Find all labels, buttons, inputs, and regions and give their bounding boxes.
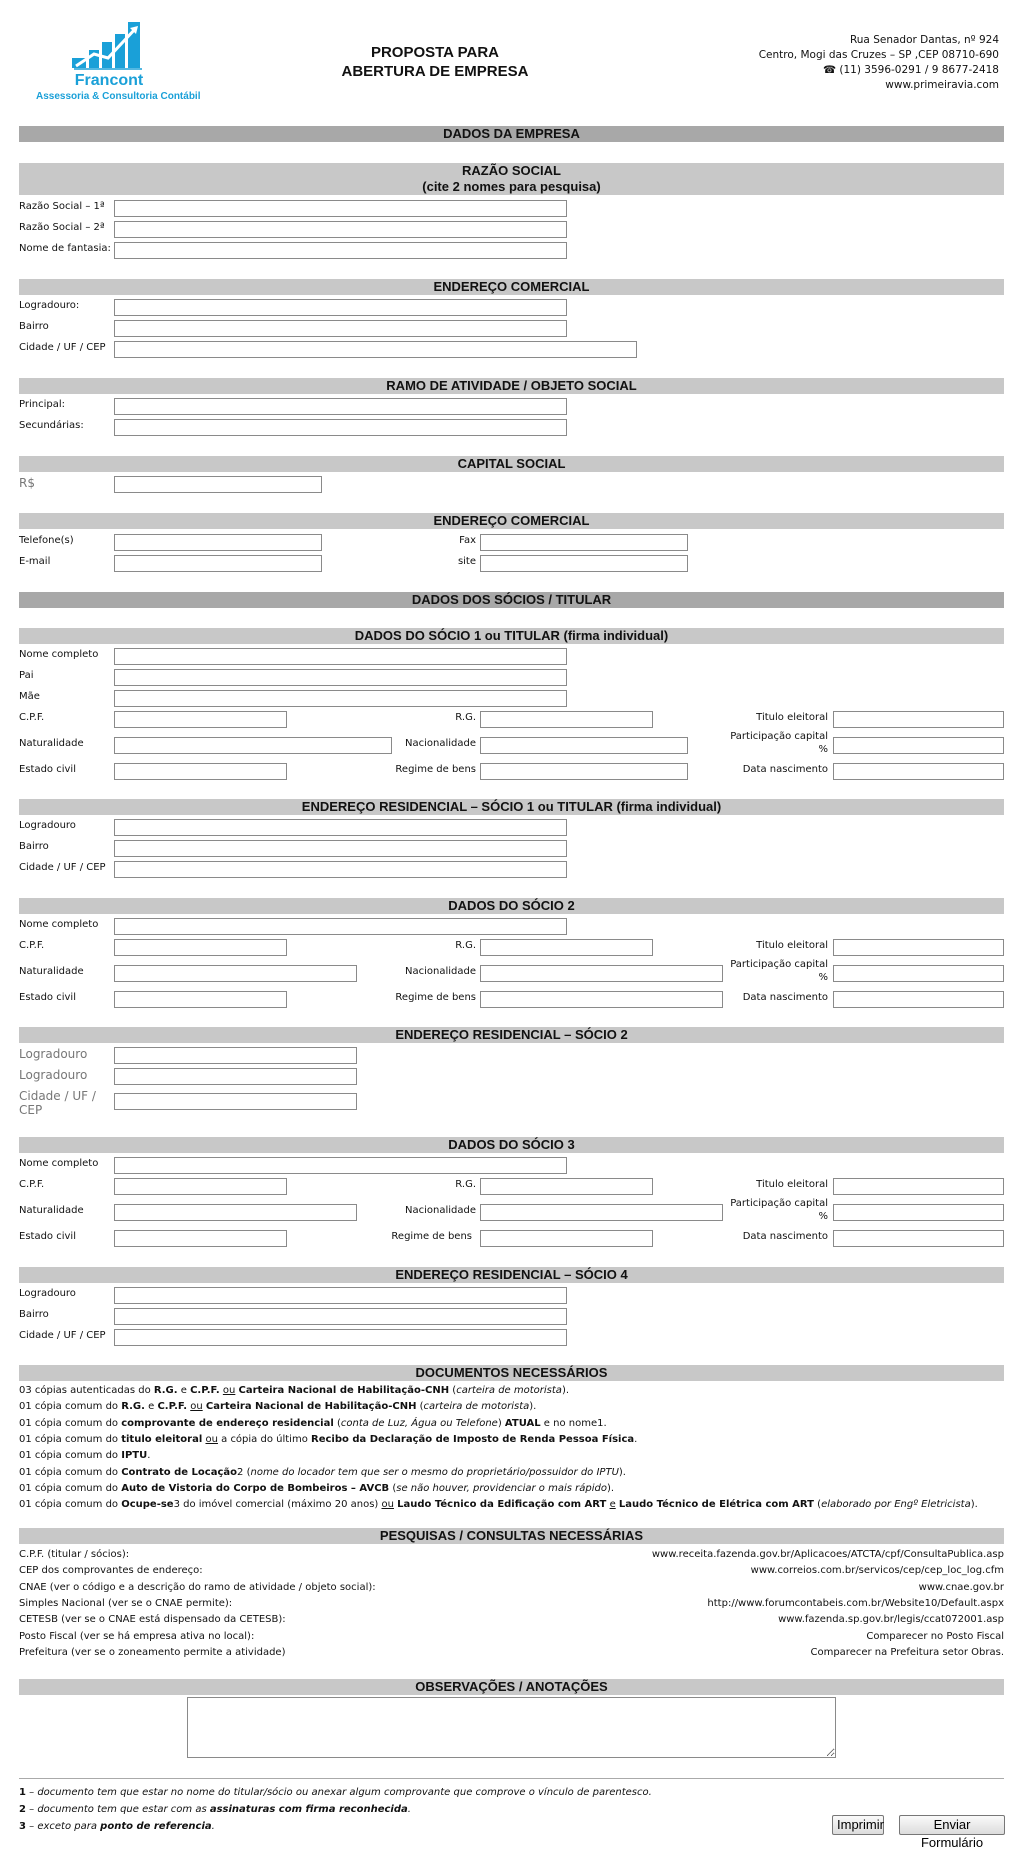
section-socio1: DADOS DO SÓCIO 1 ou TITULAR (firma individual) [19, 628, 1004, 644]
socio3-participacao-input[interactable] [833, 1204, 1004, 1221]
fax-label: Fax [459, 535, 476, 546]
socio3-participacao-label [720, 1197, 828, 1223]
socio2-cidade-input[interactable] [114, 1093, 357, 1110]
section-dados-empresa: DADOS DA EMPRESA [19, 126, 1004, 142]
socio1-nacionalidade-input[interactable] [480, 737, 688, 754]
socio4-cidade-label: Cidade / UF / CEP [19, 1330, 106, 1341]
socio4-bairro-label: Bairro [19, 1309, 49, 1320]
socio1-nome-input[interactable] [114, 648, 567, 665]
bairro-comercial-input[interactable] [114, 320, 567, 337]
razao1-label: Razão Social – 1ª [19, 201, 105, 212]
socio2-logradouro2-label: Logradouro [19, 1068, 88, 1082]
socio2-rg-input[interactable] [480, 939, 653, 956]
logradouro-comercial-label: Logradouro: [19, 300, 80, 311]
secundarias-input[interactable] [114, 419, 567, 436]
socio1-pai-label: Pai [19, 670, 34, 681]
address-street: Rua Senador Dantas, nº 924 [849, 34, 999, 46]
socio2-cidade-label [19, 1089, 96, 1117]
section-dados-socios: DADOS DOS SÓCIOS / TITULAR [19, 592, 1004, 608]
socio2-regime-label: Regime de bens [395, 992, 476, 1003]
socio1-nome-label: Nome completo [19, 649, 99, 660]
email-label: E-mail [19, 556, 51, 567]
pesquisa-link[interactable]: http://www.forumcontabeis.com.br/Website10/Default.aspx [707, 1597, 1004, 1609]
pesquisa-row [19, 1547, 1004, 1563]
socio2-logradouro-input[interactable] [114, 1047, 357, 1064]
socio2-participacao-label [720, 958, 828, 984]
participacao-label-line1: Participação capital [730, 959, 828, 970]
footnote-number: 1 [19, 1787, 26, 1798]
section-endereco-socio1: ENDEREÇO RESIDENCIAL – SÓCIO 1 ou TITULAR (firma individual) [19, 799, 1004, 815]
pesquisa-label: Simples Nacional (ver se o CNAE permite): [19, 1597, 233, 1609]
razao-social-subtitle: (cite 2 nomes para pesquisa) [422, 179, 601, 194]
email-input[interactable] [114, 555, 322, 572]
socio3-cpf-label: C.P.F. [19, 1179, 45, 1190]
razao1-input[interactable] [114, 200, 567, 217]
section-endereco-comercial-contato: ENDEREÇO COMERCIAL [19, 513, 1004, 529]
section-socio2: DADOS DO SÓCIO 2 [19, 898, 1004, 914]
documento-item: 01 cópia comum do R.G. e C.P.F. ou Carteira Nacional de Habilitação-CNH (carteira de motorista). [19, 1401, 537, 1413]
website-link[interactable]: www.primeiravia.com [885, 79, 999, 91]
pesquisa-link[interactable]: www.correios.com.br/servicos/cep/cep_loc_log.cfm [750, 1565, 1004, 1577]
socio2-data-nasc-label: Data nascimento [742, 992, 828, 1003]
pesquisa-row [19, 1596, 1004, 1612]
cidade-comercial-label: Cidade / UF / CEP [19, 342, 106, 353]
socio2-titulo-input[interactable] [833, 939, 1004, 956]
socio4-cidade-input[interactable] [114, 1329, 567, 1346]
participacao-label-line1: Participação capital [730, 731, 828, 742]
socio1-cpf-label: C.P.F. [19, 712, 45, 723]
documento-item: 01 cópia comum do Contrato de Locação2 (nome do locador tem que ser o mesmo do proprietário/possuidor do IPTU). [19, 1466, 626, 1478]
rs-label: R$ [19, 476, 35, 490]
socio3-titulo-input[interactable] [833, 1178, 1004, 1195]
capital-input[interactable] [114, 476, 322, 493]
socio1-nacionalidade-label: Nacionalidade [404, 738, 476, 749]
socio2-nacionalidade-input[interactable] [480, 965, 723, 982]
footnote-text: – documento tem que estar no nome do titular/sócio ou anexar algum comprovante que comprove o vínculo de parentesco. [25, 1787, 652, 1798]
socio3-rg-input[interactable] [480, 1178, 653, 1195]
socio2-titulo-label: Titulo eleitoral [756, 940, 828, 951]
pesquisa-row [19, 1580, 1004, 1596]
footnote-text: – documento tem que estar com as assinaturas com firma reconhecida. [25, 1804, 411, 1815]
socio1-mae-input[interactable] [114, 690, 567, 707]
socio3-nacionalidade-label: Nacionalidade [404, 1205, 476, 1216]
socio3-titulo-label: Titulo eleitoral [756, 1179, 828, 1190]
socio2-regime-input[interactable] [480, 991, 723, 1008]
documento-item: 01 cópia comum do comprovante de endereço residencial (conta de Luz, Água ou Telefone) ATUAL e no nome1. [19, 1417, 607, 1429]
socio3-regime-label: Regime de bens [391, 1231, 472, 1242]
socio3-cpf-input[interactable] [114, 1178, 287, 1195]
socio1-logradouro-label: Logradouro [19, 820, 76, 831]
logo-tagline: Assessoria & Consultoria Contábil [36, 91, 201, 102]
socio2-nacionalidade-label: Nacionalidade [404, 966, 476, 977]
pesquisa-row [19, 1629, 1004, 1645]
socio2-participacao-input[interactable] [833, 965, 1004, 982]
send-form-button[interactable]: Enviar Formulário [899, 1815, 1005, 1835]
footnote-item [19, 1818, 215, 1835]
socio2-estado-civil-label: Estado civil [19, 992, 76, 1003]
socio4-bairro-input[interactable] [114, 1308, 567, 1325]
section-capital-social: CAPITAL SOCIAL [19, 456, 1004, 472]
socio1-logradouro-input[interactable] [114, 819, 567, 836]
telefone-label: Telefone(s) [19, 535, 74, 546]
razao2-input[interactable] [114, 221, 567, 238]
logradouro-comercial-input[interactable] [114, 299, 567, 316]
footnote-item [19, 1801, 411, 1818]
pesquisa-row [19, 1645, 1004, 1661]
socio2-logradouro-label: Logradouro [19, 1047, 88, 1061]
pesquisa-label: CEP dos comprovantes de endereço: [19, 1565, 203, 1577]
section-endereco-socio2: ENDEREÇO RESIDENCIAL – SÓCIO 2 [19, 1027, 1004, 1043]
socio1-data-nasc-input[interactable] [833, 763, 1004, 780]
socio2-cpf-label: C.P.F. [19, 940, 45, 951]
footnote-text: – exceto para ponto de referencia. [25, 1821, 215, 1832]
socio1-bairro-input[interactable] [114, 840, 567, 857]
socio2-estado-civil-input[interactable] [114, 991, 287, 1008]
documento-item: 01 cópia comum do Ocupe-se3 do imóvel comercial (máximo 20 anos) ou Laudo Técnico da Edificação com ART e Laudo Técnico de Elétrica com ART (elaborado por Engº Eletricista). [19, 1499, 978, 1511]
socio3-nacionalidade-input[interactable] [480, 1204, 723, 1221]
socio3-nome-label: Nome completo [19, 1158, 99, 1169]
footer-divider [19, 1778, 1004, 1779]
documento-item: 01 cópia comum do Auto de Vistoria do Corpo de Bombeiros – AVCB (se não houver, providenciar o mais rápido). [19, 1482, 615, 1494]
pesquisa-label: Posto Fiscal (ver se há empresa ativa no local): [19, 1630, 255, 1642]
socio1-regime-label: Regime de bens [395, 764, 476, 775]
section-razao-social [19, 163, 1004, 195]
socio2-data-nasc-input[interactable] [833, 991, 1004, 1008]
site-label: site [457, 556, 476, 567]
section-pesquisas: PESQUISAS / CONSULTAS NECESSÁRIAS [19, 1528, 1004, 1544]
page-title [300, 43, 570, 81]
documento-item: 03 cópias autenticadas do R.G. e C.P.F. ou Carteira Nacional de Habilitação-CNH (carteira de motorista). [19, 1385, 570, 1396]
socio2-cpf-input[interactable] [114, 939, 287, 956]
socio3-data-nasc-input[interactable] [833, 1230, 1004, 1247]
participacao-label-line1: Participação capital [730, 1198, 828, 1209]
cidade-label-line1: Cidade / UF / [19, 1089, 96, 1103]
socio2-logradouro2-input[interactable] [114, 1068, 357, 1085]
pesquisa-link: Comparecer no Posto Fiscal [866, 1630, 1004, 1642]
observacoes-textarea[interactable] [187, 1697, 836, 1758]
pesquisa-label: CETESB (ver se o CNAE está dispensado da CETESB): [19, 1614, 286, 1626]
logo-name: Francont [74, 72, 144, 89]
address-city: Centro, Mogi das Cruzes – SP ,CEP 08710-690 [758, 49, 999, 61]
section-observacoes: OBSERVAÇÕES / ANOTAÇÕES [19, 1679, 1004, 1695]
socio1-mae-label: Mãe [19, 691, 40, 702]
socio1-cpf-input[interactable] [114, 711, 287, 728]
fax-input[interactable] [480, 534, 688, 551]
socio3-naturalidade-label: Naturalidade [19, 1205, 84, 1216]
socio1-estado-civil-label: Estado civil [19, 764, 76, 775]
participacao-label-line2: % [818, 972, 828, 983]
principal-label: Principal: [19, 399, 65, 410]
socio1-naturalidade-input[interactable] [114, 737, 392, 754]
footnote-number: 2 [19, 1804, 26, 1815]
socio1-data-nasc-label: Data nascimento [742, 764, 828, 775]
pesquisa-row [19, 1563, 1004, 1579]
secundarias-label: Secundárias: [19, 420, 84, 431]
section-socio3: DADOS DO SÓCIO 3 [19, 1137, 1004, 1153]
socio4-logradouro-input[interactable] [114, 1287, 567, 1304]
socio2-nome-label: Nome completo [19, 919, 99, 930]
telefone-input[interactable] [114, 534, 322, 551]
footnote-number: 3 [19, 1821, 26, 1832]
title-line-1: PROPOSTA PARA [370, 44, 500, 61]
pesquisa-link[interactable]: www.receita.fazenda.gov.br/Aplicacoes/ATCTA/cpf/ConsultaPublica.asp [651, 1549, 1004, 1560]
fantasia-input[interactable] [114, 242, 567, 259]
pesquisa-label: C.P.F. (titular / sócios): [19, 1549, 130, 1560]
fantasia-label: Nome de fantasia: [19, 243, 111, 254]
participacao-label-line2: % [818, 1211, 828, 1222]
company-logo [36, 20, 201, 104]
documento-item: 01 cópia comum do IPTU. [19, 1450, 151, 1462]
footnote-item [19, 1784, 652, 1801]
razao-social-title: RAZÃO SOCIAL [462, 163, 561, 178]
participacao-label-line2: % [818, 744, 828, 755]
socio3-rg-label: R.G. [455, 1179, 476, 1190]
socio4-logradouro-label: Logradouro [19, 1288, 76, 1299]
socio2-nome-input[interactable] [114, 918, 567, 935]
pesquisa-link: Comparecer na Prefeitura setor Obras. [810, 1646, 1004, 1658]
socio2-rg-label: R.G. [455, 940, 476, 951]
socio3-regime-input[interactable] [480, 1230, 653, 1247]
socio3-data-nasc-label: Data nascimento [742, 1231, 828, 1242]
cidade-label-line2: CEP [19, 1103, 43, 1117]
section-ramo-atividade: RAMO DE ATIVIDADE / OBJETO SOCIAL [19, 378, 1004, 394]
razao2-label: Razão Social – 2ª [19, 222, 105, 233]
socio1-estado-civil-input[interactable] [114, 763, 287, 780]
print-button[interactable]: Imprimir [832, 1815, 884, 1835]
socio2-naturalidade-label: Naturalidade [19, 966, 84, 977]
company-address [759, 33, 999, 93]
socio1-cidade-label: Cidade / UF / CEP [19, 862, 106, 873]
principal-input[interactable] [114, 398, 567, 415]
pesquisa-link[interactable]: www.cnae.gov.br [918, 1581, 1004, 1593]
site-input[interactable] [480, 555, 688, 572]
socio3-estado-civil-input[interactable] [114, 1230, 287, 1247]
socio1-naturalidade-label: Naturalidade [19, 738, 84, 749]
socio1-rg-input[interactable] [480, 711, 653, 728]
pesquisa-row [19, 1612, 1004, 1628]
phone-line: ☎ (11) 3596-0291 / 9 8677-2418 [822, 64, 999, 76]
socio2-naturalidade-input[interactable] [114, 965, 357, 982]
socio3-estado-civil-label: Estado civil [19, 1231, 76, 1242]
socio3-nome-input[interactable] [114, 1157, 567, 1174]
socio1-cidade-input[interactable] [114, 861, 567, 878]
socio1-participacao-label [720, 730, 828, 756]
socio1-titulo-input[interactable] [833, 711, 1004, 728]
section-endereco-comercial: ENDEREÇO COMERCIAL [19, 279, 1004, 295]
title-line-2: ABERTURA DE EMPRESA [341, 63, 529, 80]
socio1-rg-label: R.G. [455, 712, 476, 723]
pesquisa-label: Prefeitura (ver se o zoneamento permite a atividade) [19, 1646, 286, 1658]
socio1-regime-input[interactable] [480, 763, 688, 780]
socio1-bairro-label: Bairro [19, 841, 49, 852]
pesquisa-link[interactable]: www.fazenda.sp.gov.br/legis/ccat072001.asp [778, 1614, 1004, 1626]
pesquisa-label: CNAE (ver o código e a descrição do ramo de atividade / objeto social): [19, 1581, 376, 1593]
bairro-comercial-label: Bairro [19, 321, 49, 332]
section-endereco-socio4: ENDEREÇO RESIDENCIAL – SÓCIO 4 [19, 1267, 1004, 1283]
socio1-titulo-label: Titulo eleitoral [756, 712, 828, 723]
section-documentos: DOCUMENTOS NECESSÁRIOS [19, 1365, 1004, 1381]
socio1-participacao-input[interactable] [833, 737, 1004, 754]
socio3-naturalidade-input[interactable] [114, 1204, 357, 1221]
documento-item: 01 cópia comum do titulo eleitoral ou a cópia do último Recibo da Declaração de Imposto de Renda Pessoa Física. [19, 1433, 638, 1445]
cidade-comercial-input[interactable] [114, 341, 637, 358]
socio1-pai-input[interactable] [114, 669, 567, 686]
